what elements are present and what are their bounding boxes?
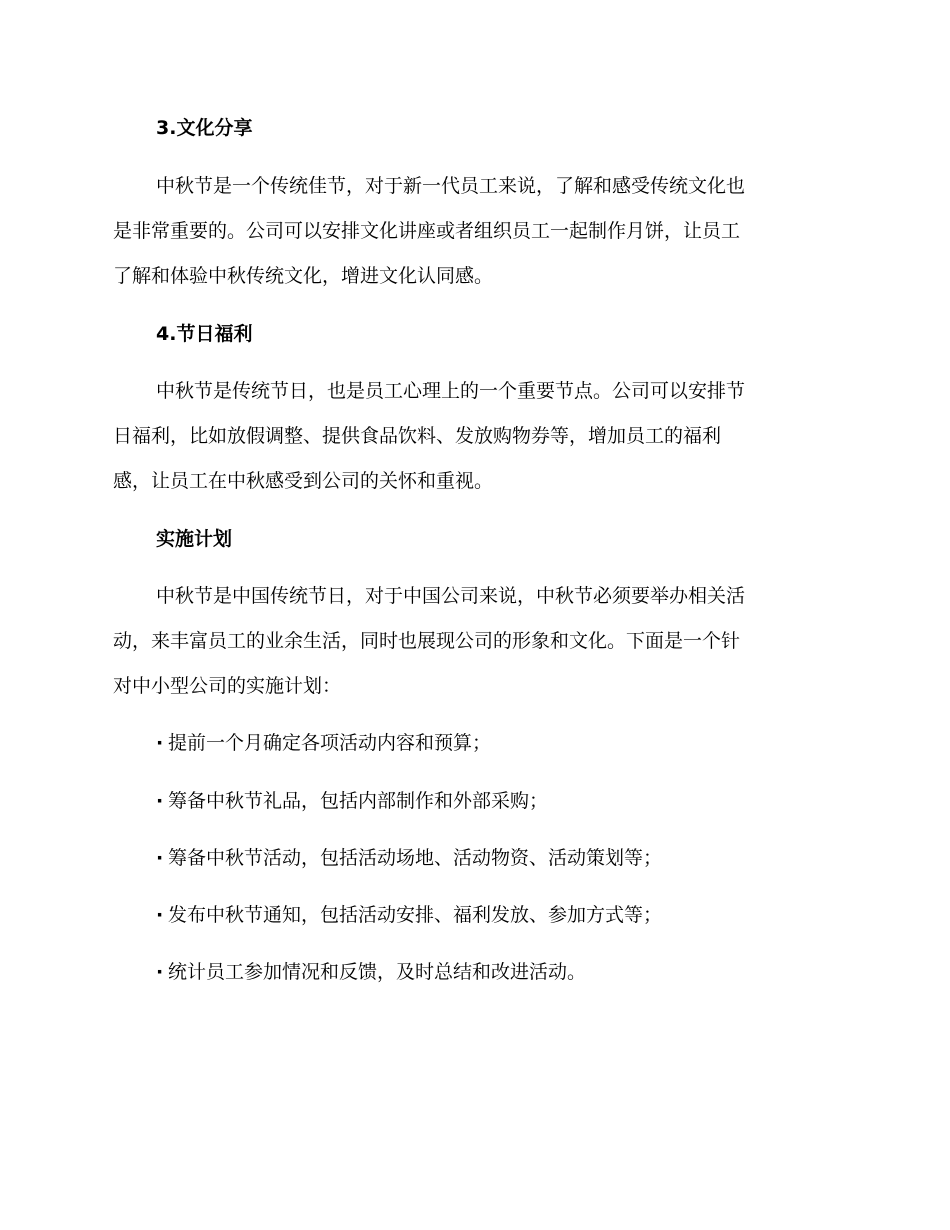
list-item-text: 发布中秋节通知，包括活动安排、福利发放、参加方式等； bbox=[168, 904, 663, 926]
paragraph-line: 了解和体验中秋传统文化，增进文化认同感。 bbox=[113, 265, 494, 287]
list-item bbox=[156, 960, 586, 984]
paragraph-line: 对中小型公司的实施计划： bbox=[113, 675, 342, 697]
bullet-dot-icon: · bbox=[156, 961, 164, 983]
paragraph-culture-sharing bbox=[113, 164, 833, 299]
bullet-dot-icon: · bbox=[156, 904, 164, 926]
bullet-dot-icon: · bbox=[156, 790, 164, 812]
list-item bbox=[156, 789, 548, 813]
paragraph-line: 日福利，比如放假调整、提供食品饮料、发放购物券等，增加员工的福利 bbox=[113, 425, 722, 447]
list-item-text: 筹备中秋节活动，包括活动场地、活动物资、活动策划等； bbox=[168, 847, 663, 869]
paragraph-line: 中秋节是传统节日，也是员工心理上的一个重要节点。公司可以安排节 bbox=[156, 380, 746, 402]
paragraph-line: 感，让员工在中秋感受到公司的关怀和重视。 bbox=[113, 470, 494, 492]
list-item-text: 提前一个月确定各项活动内容和预算； bbox=[168, 732, 492, 754]
list-item bbox=[156, 903, 662, 927]
list-item-text: 筹备中秋节礼品，包括内部制作和外部采购； bbox=[168, 790, 549, 812]
section-heading-implementation-plan: 实施计划 bbox=[156, 528, 233, 550]
list-item bbox=[156, 731, 491, 755]
paragraph-line: 中秋节是中国传统节日，对于中国公司来说，中秋节必须要举办相关活 bbox=[156, 585, 746, 607]
paragraph-line: 是非常重要的。公司可以安排文化讲座或者组织员工一起制作月饼，让员工 bbox=[113, 220, 741, 242]
paragraph-line: 中秋节是一个传统佳节，对于新一代员工来说，了解和感受传统文化也 bbox=[156, 175, 746, 197]
list-item-text: 统计员工参加情况和反馈，及时总结和改进活动。 bbox=[168, 961, 587, 983]
bullet-dot-icon: · bbox=[156, 847, 164, 869]
paragraph-line: 动，来丰富员工的业余生活，同时也展现公司的形象和文化。下面是一个针 bbox=[113, 630, 741, 652]
section-heading-holiday-benefits: 4.节日福利 bbox=[156, 323, 253, 345]
section-heading-culture-sharing: 3.文化分享 bbox=[156, 117, 253, 139]
paragraph-holiday-benefits bbox=[113, 369, 833, 504]
bullet-dot-icon: · bbox=[156, 732, 164, 754]
paragraph-implementation-plan bbox=[113, 574, 833, 709]
list-item bbox=[156, 846, 662, 870]
